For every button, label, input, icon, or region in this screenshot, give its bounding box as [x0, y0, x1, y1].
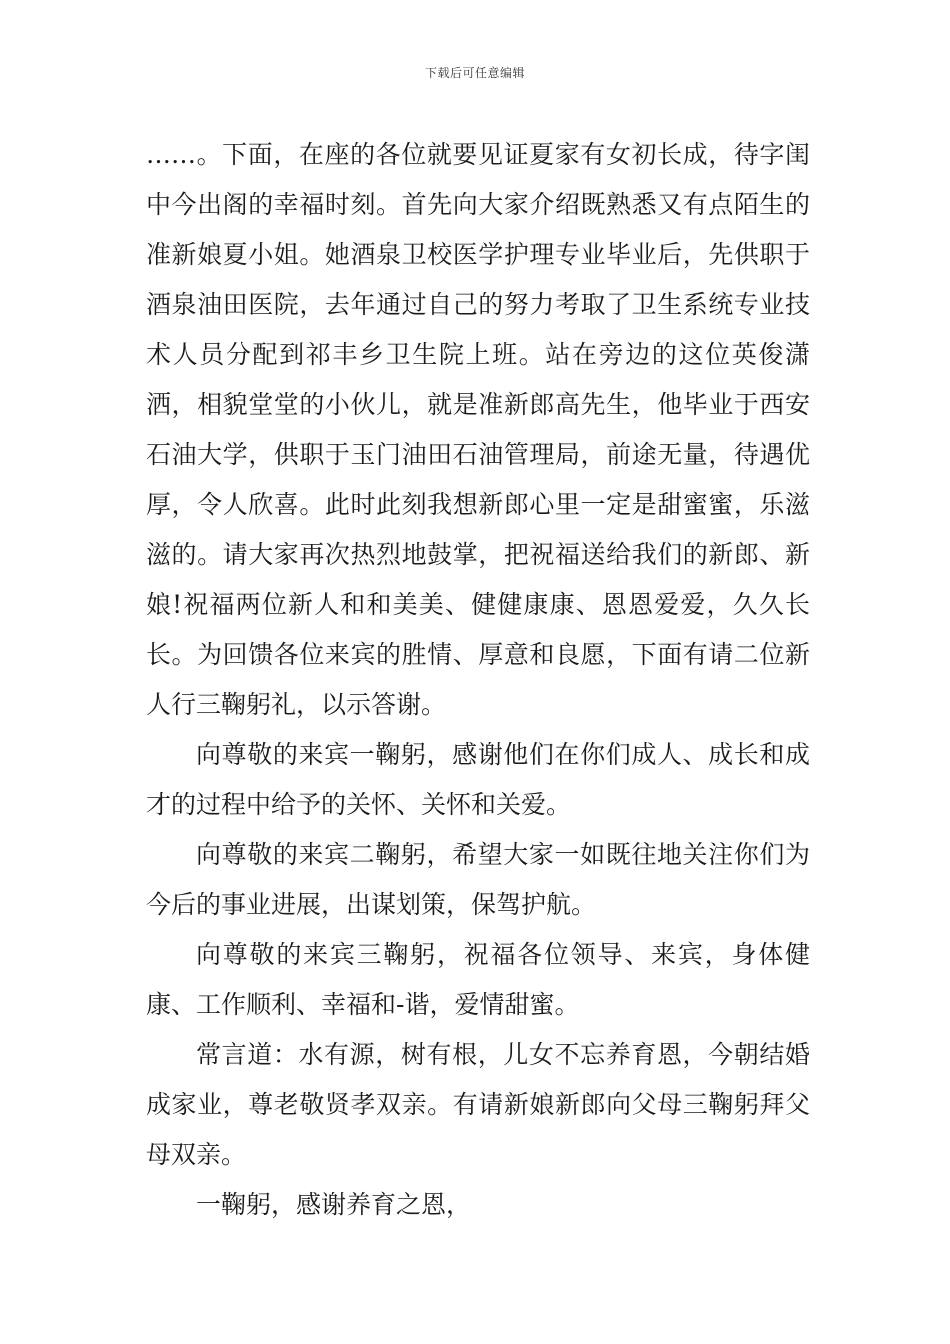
paragraph-2: 向尊敬的来宾一鞠躬，感谢他们在你们成人、成长和成才的过程中给予的关怀、关怀和关爱。 — [146, 740, 810, 819]
document-body — [146, 130, 810, 1230]
page-header: 下载后可任意编辑 — [424, 66, 525, 80]
paragraph-3: 向尊敬的来宾二鞠躬，希望大家一如既往地关注你们为今后的事业进展，出谋划策，保驾护航。 — [146, 840, 810, 919]
paragraph-1: ……。下面，在座的各位就要见证夏家有女初长成，待字闺中今出阁的幸福时刻。首先向大家介绍既熟悉又有点陌生的准新娘夏小姐。她酒泉卫校医学护理专业毕业后，先供职于酒泉油田医院，去年通过自己的努力考取了卫生系统专业技术人员分配到祁丰乡卫生院上班。站在旁边的这位英俊潇洒，相貌堂堂的小伙儿，就是准新郎高先生，他毕业于西安石油大学，供职于玉门油田石油管理局，前途无量，待遇优厚，令人欣喜。此时此刻我想新郎心里一定是甜蜜蜜，乐滋滋的。请大家再次热烈地鼓掌，把祝福送给我们的新郎、新娘!祝福两位新人和和美美、健健康康、恩恩爱爱，久久长长。为回馈各位来宾的胜情、厚意和良愿，下面有请二位新人行三鞠躬礼，以示答谢。 — [146, 140, 810, 719]
paragraph-6: 一鞠躬，感谢养育之恩， — [196, 1190, 472, 1219]
paragraph-4: 向尊敬的来宾三鞠躬，祝福各位领导、来宾，身体健康、工作顺利、幸福和-谐，爱情甜蜜。 — [146, 940, 810, 1019]
paragraph-5: 常言道：水有源，树有根，儿女不忘养育恩，今朝结婚成家业，尊老敬贤孝双亲。有请新娘新郎向父母三鞠躬拜父母双亲。 — [146, 1040, 810, 1169]
